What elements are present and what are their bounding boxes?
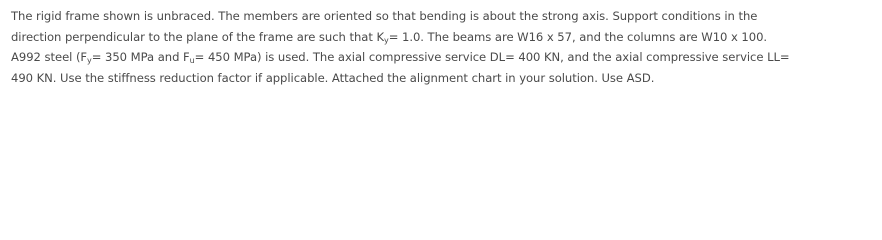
problem-text: A992 steel (F <box>11 50 88 64</box>
problem-text: direction perpendicular to the plane of the frame are such that K <box>11 29 385 44</box>
problem-text: = 1.0. The beams are W16 x 57, and the columns are W10 x 100. <box>388 29 768 44</box>
subscript: y <box>384 35 389 45</box>
problem-text: = 450 MPa) is used. The axial compressive service DL= 400 KN, and the axial compressive service LL= <box>194 50 790 64</box>
problem-line-4: 490 KN. Use the stiffness reduction factor if applicable. Attached the alignment chart in your solution. Use ASD. <box>11 70 655 85</box>
problem-line-1: The rigid frame shown is unbraced. The members are oriented so that bending is about the strong axis. Support conditions in the <box>11 9 758 23</box>
problem-text: = 350 MPa and F <box>91 50 190 64</box>
subscript: y <box>87 56 92 65</box>
problem-line-3 <box>11 47 876 68</box>
problem-line-2 <box>11 27 876 48</box>
problem-statement <box>0 0 882 111</box>
subscript: u <box>189 56 195 65</box>
